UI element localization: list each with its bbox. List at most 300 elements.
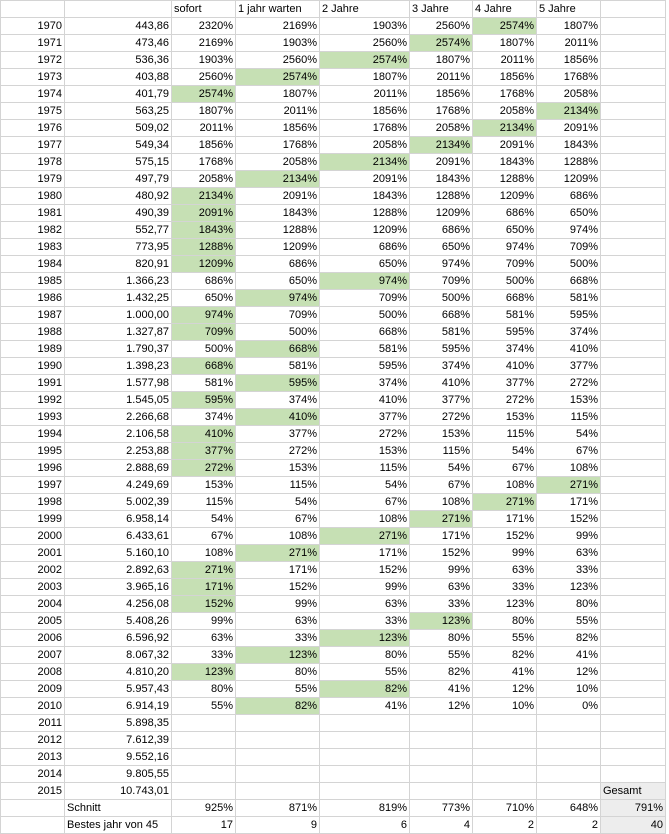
value-cell[interactable]: 8.067,32: [65, 647, 172, 664]
pct-cell[interactable]: 54%: [473, 443, 537, 460]
pct-cell[interactable]: 2011%: [236, 103, 320, 120]
pct-cell[interactable]: 974%: [473, 239, 537, 256]
pct-cell[interactable]: 500%: [236, 324, 320, 341]
pct-cell[interactable]: [172, 732, 236, 749]
pct-cell[interactable]: 12%: [410, 698, 473, 715]
pct-cell[interactable]: 974%: [410, 256, 473, 273]
value-cell[interactable]: 820,91: [65, 256, 172, 273]
pct-cell[interactable]: 410%: [473, 358, 537, 375]
pct-cell[interactable]: [172, 766, 236, 783]
pct-cell[interactable]: [410, 715, 473, 732]
pct-cell[interactable]: 0%: [537, 698, 601, 715]
pct-cell[interactable]: 67%: [320, 494, 410, 511]
pct-cell[interactable]: 500%: [320, 307, 410, 324]
pct-cell[interactable]: 1768%: [236, 137, 320, 154]
pct-cell[interactable]: 374%: [473, 341, 537, 358]
extra-cell[interactable]: [601, 103, 666, 120]
pct-cell[interactable]: 33%: [537, 562, 601, 579]
pct-cell[interactable]: 1209%: [473, 188, 537, 205]
pct-cell[interactable]: 271%: [410, 511, 473, 528]
pct-cell[interactable]: 152%: [473, 528, 537, 545]
summary-total[interactable]: 791%: [601, 800, 666, 817]
pct-cell[interactable]: 123%: [473, 596, 537, 613]
extra-cell[interactable]: [601, 171, 666, 188]
extra-cell[interactable]: [601, 647, 666, 664]
summary-value[interactable]: 710%: [473, 800, 537, 817]
summary-value[interactable]: 9: [236, 817, 320, 834]
pct-cell[interactable]: 500%: [410, 290, 473, 307]
pct-cell[interactable]: 12%: [537, 664, 601, 681]
pct-cell[interactable]: 54%: [410, 460, 473, 477]
extra-cell[interactable]: [601, 596, 666, 613]
value-cell[interactable]: 9.552,16: [65, 749, 172, 766]
pct-cell[interactable]: [410, 766, 473, 783]
value-cell[interactable]: 1.432,25: [65, 290, 172, 307]
year-cell[interactable]: 1976: [1, 120, 65, 137]
year-cell[interactable]: 1983: [1, 239, 65, 256]
pct-cell[interactable]: [537, 749, 601, 766]
extra-cell[interactable]: [601, 545, 666, 562]
pct-cell[interactable]: 2169%: [172, 35, 236, 52]
pct-cell[interactable]: 1768%: [410, 103, 473, 120]
pct-cell[interactable]: 2091%: [172, 205, 236, 222]
pct-cell[interactable]: 650%: [172, 290, 236, 307]
pct-cell[interactable]: 374%: [537, 324, 601, 341]
pct-cell[interactable]: 686%: [172, 273, 236, 290]
value-cell[interactable]: 5.957,43: [65, 681, 172, 698]
pct-cell[interactable]: 1843%: [172, 222, 236, 239]
pct-cell[interactable]: 67%: [473, 460, 537, 477]
pct-cell[interactable]: [320, 766, 410, 783]
extra-cell[interactable]: [601, 579, 666, 596]
value-cell[interactable]: 6.433,61: [65, 528, 172, 545]
pct-cell[interactable]: 2134%: [236, 171, 320, 188]
pct-cell[interactable]: [537, 783, 601, 800]
pct-cell[interactable]: 1209%: [320, 222, 410, 239]
pct-cell[interactable]: 974%: [236, 290, 320, 307]
pct-cell[interactable]: 2134%: [172, 188, 236, 205]
pct-cell[interactable]: 2091%: [473, 137, 537, 154]
pct-cell[interactable]: 272%: [410, 409, 473, 426]
pct-cell[interactable]: 54%: [537, 426, 601, 443]
pct-cell[interactable]: 2560%: [320, 35, 410, 52]
pct-cell[interactable]: 650%: [410, 239, 473, 256]
summary-value[interactable]: 17: [172, 817, 236, 834]
pct-cell[interactable]: 123%: [410, 613, 473, 630]
pct-cell[interactable]: 1768%: [172, 154, 236, 171]
value-cell[interactable]: 4.256,08: [65, 596, 172, 613]
year-cell[interactable]: 1993: [1, 409, 65, 426]
year-cell[interactable]: 2009: [1, 681, 65, 698]
pct-cell[interactable]: 1807%: [410, 52, 473, 69]
year-cell[interactable]: 2008: [1, 664, 65, 681]
pct-cell[interactable]: 1807%: [172, 103, 236, 120]
year-cell[interactable]: 1971: [1, 35, 65, 52]
value-cell[interactable]: 563,25: [65, 103, 172, 120]
pct-cell[interactable]: 1856%: [236, 120, 320, 137]
pct-cell[interactable]: 1903%: [172, 52, 236, 69]
pct-cell[interactable]: 33%: [410, 596, 473, 613]
pct-cell[interactable]: 153%: [172, 477, 236, 494]
pct-cell[interactable]: 67%: [236, 511, 320, 528]
extra-cell[interactable]: [601, 18, 666, 35]
pct-cell[interactable]: 500%: [473, 273, 537, 290]
pct-cell[interactable]: 377%: [473, 375, 537, 392]
year-cell[interactable]: 1994: [1, 426, 65, 443]
summary-value[interactable]: 819%: [320, 800, 410, 817]
pct-cell[interactable]: 974%: [320, 273, 410, 290]
pct-cell[interactable]: 668%: [473, 290, 537, 307]
year-cell[interactable]: 1981: [1, 205, 65, 222]
extra-cell[interactable]: [601, 766, 666, 783]
pct-cell[interactable]: 63%: [473, 562, 537, 579]
extra-cell[interactable]: [601, 324, 666, 341]
year-cell[interactable]: 2005: [1, 613, 65, 630]
pct-cell[interactable]: 1843%: [320, 188, 410, 205]
pct-cell[interactable]: 410%: [410, 375, 473, 392]
pct-cell[interactable]: 1807%: [537, 18, 601, 35]
pct-cell[interactable]: 1209%: [236, 239, 320, 256]
pct-cell[interactable]: 1843%: [473, 154, 537, 171]
pct-cell[interactable]: 2574%: [320, 52, 410, 69]
pct-cell[interactable]: 668%: [172, 358, 236, 375]
pct-cell[interactable]: 41%: [537, 647, 601, 664]
value-cell[interactable]: 1.000,00: [65, 307, 172, 324]
extra-cell[interactable]: [601, 613, 666, 630]
pct-cell[interactable]: 709%: [473, 256, 537, 273]
summary-value[interactable]: 773%: [410, 800, 473, 817]
pct-cell[interactable]: 650%: [473, 222, 537, 239]
pct-cell[interactable]: [236, 732, 320, 749]
pct-cell[interactable]: 271%: [236, 545, 320, 562]
pct-cell[interactable]: 410%: [320, 392, 410, 409]
header-cell-1-jahr[interactable]: 1 jahr warten: [236, 1, 320, 18]
extra-cell[interactable]: [601, 426, 666, 443]
value-cell[interactable]: 2.106,58: [65, 426, 172, 443]
pct-cell[interactable]: 271%: [537, 477, 601, 494]
value-cell[interactable]: 549,34: [65, 137, 172, 154]
pct-cell[interactable]: 2011%: [473, 52, 537, 69]
pct-cell[interactable]: 55%: [473, 630, 537, 647]
pct-cell[interactable]: 1856%: [537, 52, 601, 69]
pct-cell[interactable]: 63%: [172, 630, 236, 647]
pct-cell[interactable]: 2091%: [537, 120, 601, 137]
pct-cell[interactable]: 1288%: [320, 205, 410, 222]
pct-cell[interactable]: 2011%: [320, 86, 410, 103]
summary-total[interactable]: 40: [601, 817, 666, 834]
pct-cell[interactable]: 80%: [172, 681, 236, 698]
pct-cell[interactable]: 152%: [172, 596, 236, 613]
pct-cell[interactable]: 668%: [410, 307, 473, 324]
pct-cell[interactable]: 650%: [236, 273, 320, 290]
pct-cell[interactable]: 152%: [537, 511, 601, 528]
value-cell[interactable]: 6.914,19: [65, 698, 172, 715]
pct-cell[interactable]: 123%: [172, 664, 236, 681]
pct-cell[interactable]: 171%: [236, 562, 320, 579]
pct-cell[interactable]: 41%: [410, 681, 473, 698]
pct-cell[interactable]: 55%: [172, 698, 236, 715]
value-cell[interactable]: 7.612,39: [65, 732, 172, 749]
pct-cell[interactable]: 272%: [172, 460, 236, 477]
pct-cell[interactable]: 99%: [410, 562, 473, 579]
extra-cell[interactable]: [601, 358, 666, 375]
pct-cell[interactable]: 2134%: [410, 137, 473, 154]
pct-cell[interactable]: 709%: [236, 307, 320, 324]
year-cell[interactable]: 1991: [1, 375, 65, 392]
extra-cell[interactable]: [601, 375, 666, 392]
pct-cell[interactable]: 2058%: [236, 154, 320, 171]
year-cell[interactable]: 2011: [1, 715, 65, 732]
pct-cell[interactable]: 1288%: [410, 188, 473, 205]
pct-cell[interactable]: 171%: [172, 579, 236, 596]
pct-cell[interactable]: 581%: [172, 375, 236, 392]
pct-cell[interactable]: 99%: [236, 596, 320, 613]
pct-cell[interactable]: [410, 749, 473, 766]
year-cell[interactable]: 1995: [1, 443, 65, 460]
pct-cell[interactable]: 108%: [320, 511, 410, 528]
pct-cell[interactable]: 1288%: [236, 222, 320, 239]
pct-cell[interactable]: 377%: [410, 392, 473, 409]
pct-cell[interactable]: 108%: [410, 494, 473, 511]
summary-value[interactable]: 871%: [236, 800, 320, 817]
pct-cell[interactable]: 1856%: [410, 86, 473, 103]
pct-cell[interactable]: 99%: [537, 528, 601, 545]
pct-cell[interactable]: 2320%: [172, 18, 236, 35]
pct-cell[interactable]: 2058%: [537, 86, 601, 103]
pct-cell[interactable]: 2091%: [236, 188, 320, 205]
extra-cell[interactable]: [601, 341, 666, 358]
year-cell[interactable]: 1972: [1, 52, 65, 69]
pct-cell[interactable]: [473, 783, 537, 800]
year-cell[interactable]: 2006: [1, 630, 65, 647]
pct-cell[interactable]: 2058%: [320, 137, 410, 154]
value-cell[interactable]: 4.249,69: [65, 477, 172, 494]
pct-cell[interactable]: 271%: [172, 562, 236, 579]
pct-cell[interactable]: [473, 766, 537, 783]
pct-cell[interactable]: 2169%: [236, 18, 320, 35]
year-cell[interactable]: 1990: [1, 358, 65, 375]
pct-cell[interactable]: 2011%: [172, 120, 236, 137]
pct-cell[interactable]: 377%: [537, 358, 601, 375]
pct-cell[interactable]: 115%: [172, 494, 236, 511]
pct-cell[interactable]: [537, 732, 601, 749]
pct-cell[interactable]: 67%: [537, 443, 601, 460]
pct-cell[interactable]: 152%: [236, 579, 320, 596]
value-cell[interactable]: 443,86: [65, 18, 172, 35]
pct-cell[interactable]: [320, 783, 410, 800]
pct-cell[interactable]: 410%: [537, 341, 601, 358]
value-cell[interactable]: 575,15: [65, 154, 172, 171]
extra-cell[interactable]: [601, 120, 666, 137]
pct-cell[interactable]: 82%: [320, 681, 410, 698]
extra-cell[interactable]: [601, 392, 666, 409]
pct-cell[interactable]: 10%: [473, 698, 537, 715]
pct-cell[interactable]: [236, 783, 320, 800]
extra-cell[interactable]: [601, 562, 666, 579]
pct-cell[interactable]: [320, 749, 410, 766]
header-cell-4-jahre[interactable]: 4 Jahre: [473, 1, 537, 18]
value-cell[interactable]: 1.577,98: [65, 375, 172, 392]
year-cell[interactable]: 1985: [1, 273, 65, 290]
pct-cell[interactable]: 171%: [320, 545, 410, 562]
year-cell[interactable]: 1992: [1, 392, 65, 409]
pct-cell[interactable]: 595%: [320, 358, 410, 375]
header-cell-5-jahre[interactable]: 5 Jahre: [537, 1, 601, 18]
year-cell[interactable]: 2012: [1, 732, 65, 749]
year-cell[interactable]: 1982: [1, 222, 65, 239]
pct-cell[interactable]: 1856%: [172, 137, 236, 154]
value-cell[interactable]: 2.266,68: [65, 409, 172, 426]
extra-cell[interactable]: [601, 749, 666, 766]
value-cell[interactable]: 5.160,10: [65, 545, 172, 562]
extra-cell[interactable]: [601, 35, 666, 52]
pct-cell[interactable]: 108%: [537, 460, 601, 477]
pct-cell[interactable]: 1903%: [320, 18, 410, 35]
pct-cell[interactable]: 10%: [537, 681, 601, 698]
pct-cell[interactable]: 108%: [473, 477, 537, 494]
value-cell[interactable]: 9.805,55: [65, 766, 172, 783]
pct-cell[interactable]: 80%: [410, 630, 473, 647]
pct-cell[interactable]: 2574%: [473, 18, 537, 35]
pct-cell[interactable]: [236, 766, 320, 783]
pct-cell[interactable]: [172, 749, 236, 766]
value-cell[interactable]: 497,79: [65, 171, 172, 188]
pct-cell[interactable]: 271%: [473, 494, 537, 511]
pct-cell[interactable]: 377%: [172, 443, 236, 460]
pct-cell[interactable]: 374%: [320, 375, 410, 392]
pct-cell[interactable]: 686%: [320, 239, 410, 256]
pct-cell[interactable]: 1856%: [473, 69, 537, 86]
pct-cell[interactable]: 686%: [537, 188, 601, 205]
value-cell[interactable]: 2.892,63: [65, 562, 172, 579]
pct-cell[interactable]: 410%: [172, 426, 236, 443]
value-cell[interactable]: 5.898,35: [65, 715, 172, 732]
pct-cell[interactable]: 41%: [473, 664, 537, 681]
pct-cell[interactable]: 2058%: [410, 120, 473, 137]
year-cell[interactable]: 2001: [1, 545, 65, 562]
pct-cell[interactable]: 153%: [320, 443, 410, 460]
pct-cell[interactable]: [172, 783, 236, 800]
pct-cell[interactable]: 581%: [320, 341, 410, 358]
summary-value[interactable]: 4: [410, 817, 473, 834]
pct-cell[interactable]: [172, 715, 236, 732]
pct-cell[interactable]: 152%: [320, 562, 410, 579]
year-cell[interactable]: 2014: [1, 766, 65, 783]
pct-cell[interactable]: 374%: [410, 358, 473, 375]
pct-cell[interactable]: 55%: [537, 613, 601, 630]
year-cell[interactable]: 1977: [1, 137, 65, 154]
pct-cell[interactable]: 595%: [236, 375, 320, 392]
summary-value[interactable]: 925%: [172, 800, 236, 817]
year-cell[interactable]: 1973: [1, 69, 65, 86]
pct-cell[interactable]: 2058%: [473, 103, 537, 120]
value-cell[interactable]: 509,02: [65, 120, 172, 137]
pct-cell[interactable]: 500%: [172, 341, 236, 358]
extra-cell[interactable]: [601, 443, 666, 460]
year-cell[interactable]: 2007: [1, 647, 65, 664]
pct-cell[interactable]: 272%: [320, 426, 410, 443]
header-cell-b[interactable]: [65, 1, 172, 18]
pct-cell[interactable]: 55%: [320, 664, 410, 681]
extra-cell[interactable]: [601, 732, 666, 749]
pct-cell[interactable]: [473, 749, 537, 766]
extra-cell[interactable]: [601, 222, 666, 239]
pct-cell[interactable]: 80%: [320, 647, 410, 664]
pct-cell[interactable]: [320, 715, 410, 732]
pct-cell[interactable]: 80%: [473, 613, 537, 630]
extra-cell[interactable]: [601, 307, 666, 324]
pct-cell[interactable]: 123%: [537, 579, 601, 596]
pct-cell[interactable]: 33%: [172, 647, 236, 664]
header-cell-2-jahre[interactable]: 2 Jahre: [320, 1, 410, 18]
pct-cell[interactable]: 374%: [236, 392, 320, 409]
extra-cell[interactable]: [601, 256, 666, 273]
header-cell-i[interactable]: [601, 1, 666, 18]
pct-cell[interactable]: 55%: [410, 647, 473, 664]
summary-value[interactable]: 6: [320, 817, 410, 834]
value-cell[interactable]: 5.408,26: [65, 613, 172, 630]
extra-cell[interactable]: [601, 52, 666, 69]
year-cell[interactable]: 2000: [1, 528, 65, 545]
value-cell[interactable]: 1.327,87: [65, 324, 172, 341]
extra-cell[interactable]: [601, 86, 666, 103]
extra-cell[interactable]: [601, 528, 666, 545]
year-cell[interactable]: 1988: [1, 324, 65, 341]
pct-cell[interactable]: 410%: [236, 409, 320, 426]
pct-cell[interactable]: 171%: [537, 494, 601, 511]
value-cell[interactable]: 6.958,14: [65, 511, 172, 528]
year-cell[interactable]: 1986: [1, 290, 65, 307]
pct-cell[interactable]: 2011%: [410, 69, 473, 86]
summary-label[interactable]: Bestes jahr von 45: [65, 817, 172, 834]
pct-cell[interactable]: 55%: [236, 681, 320, 698]
year-cell[interactable]: 2015: [1, 783, 65, 800]
value-cell[interactable]: 6.596,92: [65, 630, 172, 647]
pct-cell[interactable]: 63%: [410, 579, 473, 596]
pct-cell[interactable]: 153%: [410, 426, 473, 443]
year-cell[interactable]: 1974: [1, 86, 65, 103]
pct-cell[interactable]: 581%: [410, 324, 473, 341]
summary-label[interactable]: Schnitt: [65, 800, 172, 817]
pct-cell[interactable]: 63%: [537, 545, 601, 562]
pct-cell[interactable]: 709%: [320, 290, 410, 307]
pct-cell[interactable]: 152%: [410, 545, 473, 562]
year-cell[interactable]: 2013: [1, 749, 65, 766]
pct-cell[interactable]: 1807%: [320, 69, 410, 86]
pct-cell[interactable]: 1807%: [236, 86, 320, 103]
pct-cell[interactable]: 108%: [172, 545, 236, 562]
pct-cell[interactable]: 2134%: [473, 120, 537, 137]
year-cell[interactable]: 1997: [1, 477, 65, 494]
pct-cell[interactable]: 272%: [537, 375, 601, 392]
extra-cell[interactable]: [601, 188, 666, 205]
value-cell[interactable]: 1.366,23: [65, 273, 172, 290]
pct-cell[interactable]: 709%: [172, 324, 236, 341]
pct-cell[interactable]: 668%: [537, 273, 601, 290]
pct-cell[interactable]: 595%: [537, 307, 601, 324]
pct-cell[interactable]: 1768%: [320, 120, 410, 137]
pct-cell[interactable]: 63%: [236, 613, 320, 630]
summary-value[interactable]: 648%: [537, 800, 601, 817]
pct-cell[interactable]: 54%: [320, 477, 410, 494]
pct-cell[interactable]: 171%: [473, 511, 537, 528]
pct-cell[interactable]: 54%: [172, 511, 236, 528]
year-cell[interactable]: 1970: [1, 18, 65, 35]
pct-cell[interactable]: 709%: [537, 239, 601, 256]
value-cell[interactable]: 1.545,05: [65, 392, 172, 409]
pct-cell[interactable]: 82%: [236, 698, 320, 715]
pct-cell[interactable]: 41%: [320, 698, 410, 715]
